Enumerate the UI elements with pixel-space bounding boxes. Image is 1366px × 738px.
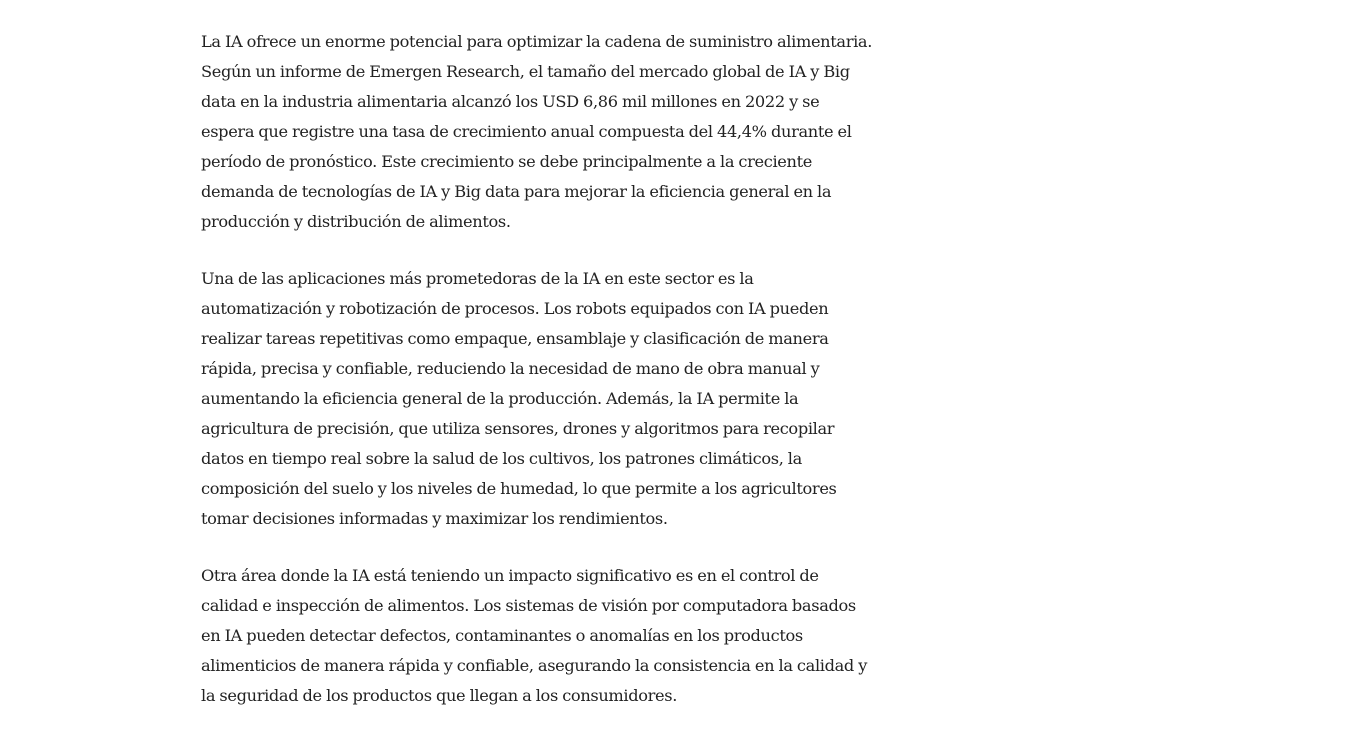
text-line: rápida, precisa y confiable, reduciendo la necesidad de mano de obra manual y <box>201 359 820 378</box>
text-line: en IA pueden detectar defectos, contaminantes o anomalías en los productos <box>201 626 803 645</box>
text-line: alimenticios de manera rápida y confiable, asegurando la consistencia en la calidad y <box>201 656 868 675</box>
text-line: Según un informe de Emergen Research, el tamaño del mercado global de IA y Big <box>201 62 850 81</box>
text-line: composición del suelo y los niveles de humedad, lo que permite a los agricultores <box>201 479 837 498</box>
text-line: calidad e inspección de alimentos. Los sistemas de visión por computadora basados <box>201 596 856 615</box>
text-line: Una de las aplicaciones más prometedoras de la IA en este sector es la <box>201 269 754 288</box>
paragraph-automation <box>201 264 891 534</box>
text-line: tomar decisiones informadas y maximizar los rendimientos. <box>201 509 668 528</box>
text-line: data en la industria alimentaria alcanzó los USD 6,86 mil millones en 2022 y se <box>201 92 820 111</box>
text-line: producción y distribución de alimentos. <box>201 212 511 231</box>
paragraph-market-growth <box>201 27 891 237</box>
text-line: La IA ofrece un enorme potencial para optimizar la cadena de suministro alimentaria. <box>201 32 873 51</box>
article-body <box>201 27 891 738</box>
text-line: Otra área donde la IA está teniendo un impacto significativo es en el control de <box>201 566 819 585</box>
text-line: agricultura de precisión, que utiliza sensores, drones y algoritmos para recopilar <box>201 419 835 438</box>
text-line: período de pronóstico. Este crecimiento se debe principalmente a la creciente <box>201 152 812 171</box>
text-line: espera que registre una tasa de crecimiento anual compuesta del 44,4% durante el <box>201 122 852 141</box>
text-line: la seguridad de los productos que llegan a los consumidores. <box>201 686 678 705</box>
text-line: automatización y robotización de procesos. Los robots equipados con IA pueden <box>201 299 829 318</box>
paragraph-quality-control <box>201 561 891 711</box>
text-line: aumentando la eficiencia general de la producción. Además, la IA permite la <box>201 389 799 408</box>
text-line: datos en tiempo real sobre la salud de los cultivos, los patrones climáticos, la <box>201 449 802 468</box>
text-line: realizar tareas repetitivas como empaque, ensamblaje y clasificación de manera <box>201 329 829 348</box>
text-line: demanda de tecnologías de IA y Big data para mejorar la eficiencia general en la <box>201 182 832 201</box>
